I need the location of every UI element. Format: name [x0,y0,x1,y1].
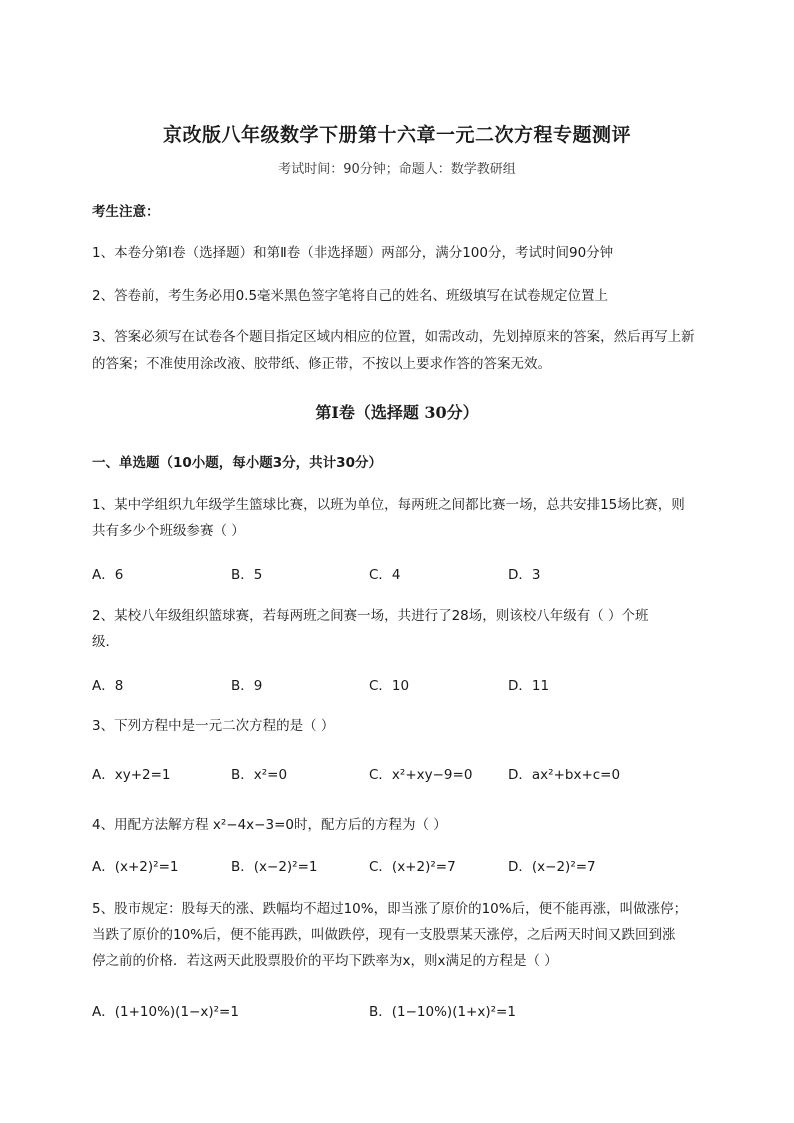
q1-option-b[interactable]: B．5 [231,567,263,583]
q2-stem-line-2: 级． [92,634,119,650]
section-title: 第I卷（选择题 30分） [315,403,479,422]
q1-stem-line-2: 共有多少个班级参赛（ ） [92,523,245,539]
notice-item-1: 1、本卷分第I卷（选择题）和第Ⅱ卷（非选择题）两部分，满分100分，考试时间90分钟 [92,245,614,261]
q5-stem-line-1: 5、股市规定：股每天的涨、跌幅均不超过10%，即当涨了原价的10%后，便不能再涨，叫做涨停； [92,901,688,917]
q5-stem-line-2: 当跌了原价的10%后，便不能再跌，叫做跌停，现有一支股票某天涨停，之后两天时间又跌回到涨 [92,927,676,943]
q3-option-c[interactable]: C．x²+xy−9=0 [369,767,473,783]
q4-option-d[interactable]: D．(x−2)²=7 [508,859,596,875]
q4-option-a[interactable]: A．(x+2)²=1 [92,859,179,875]
notice-item-3-line-2: 的答案；不准使用涂改液、胶带纸、修正带，不按以上要求作答的答案无效。 [92,356,551,372]
exam-info: 考试时间：90分钟；命题人：数学教研组 [278,162,516,177]
q4-stem: 4、用配方法解方程 x²−4x−3=0时，配方后的方程为（ ） [92,817,447,833]
q4-option-c[interactable]: C．(x+2)²=7 [369,859,456,875]
notice-item-2: 2、答卷前，考生务必用0.5毫米黑色签字笔将自己的姓名、班级填写在试卷规定位置上 [92,288,609,304]
q3-option-b[interactable]: B．x²=0 [231,767,288,783]
q1-option-a[interactable]: A．6 [92,567,124,583]
part-heading: 一、单选题（10小题，每小题3分，共计30分） [92,455,382,471]
q3-option-d[interactable]: D．ax²+bx+c=0 [508,767,621,783]
document-title: 京改版八年级数学下册第十六章一元二次方程专题测评 [162,124,631,146]
q3-stem: 3、下列方程中是一元二次方程的是（ ） [92,718,335,734]
q1-option-c[interactable]: C．4 [369,567,401,583]
q5-stem-line-3: 停之前的价格．若这两天此股票股价的平均下跌率为x，则x满足的方程是（ ） [92,953,558,969]
notice-item-3-line-1: 3、答案必须写在试卷各个题目指定区域内相应的位置，如需改动，先划掉原来的答案，然后再写上新 [92,329,695,345]
q1-stem-line-1: 1、某中学组织九年级学生篮球比赛，以班为单位，每两班之间都比赛一场，总共安排15场比赛，则 [92,497,685,513]
q1-option-d[interactable]: D．3 [508,567,541,583]
notice-heading: 考生注意： [92,204,160,220]
q2-stem-line-1: 2、某校八年级组织篮球赛，若每两班之间赛一场，共进行了28场，则该校八年级有（ ）个班 [92,608,649,624]
q4-option-b[interactable]: B．(x−2)²=1 [231,859,318,875]
q2-option-a[interactable]: A．8 [92,678,124,694]
q2-option-d[interactable]: D．11 [508,678,550,694]
q5-option-a[interactable]: A．(1+10%)(1−x)²=1 [92,1004,239,1020]
q2-option-c[interactable]: C．10 [369,678,410,694]
q2-option-b[interactable]: B．9 [231,678,263,694]
q3-option-a[interactable]: A．xy+2=1 [92,767,171,783]
q5-option-b[interactable]: B．(1−10%)(1+x)²=1 [369,1004,516,1020]
